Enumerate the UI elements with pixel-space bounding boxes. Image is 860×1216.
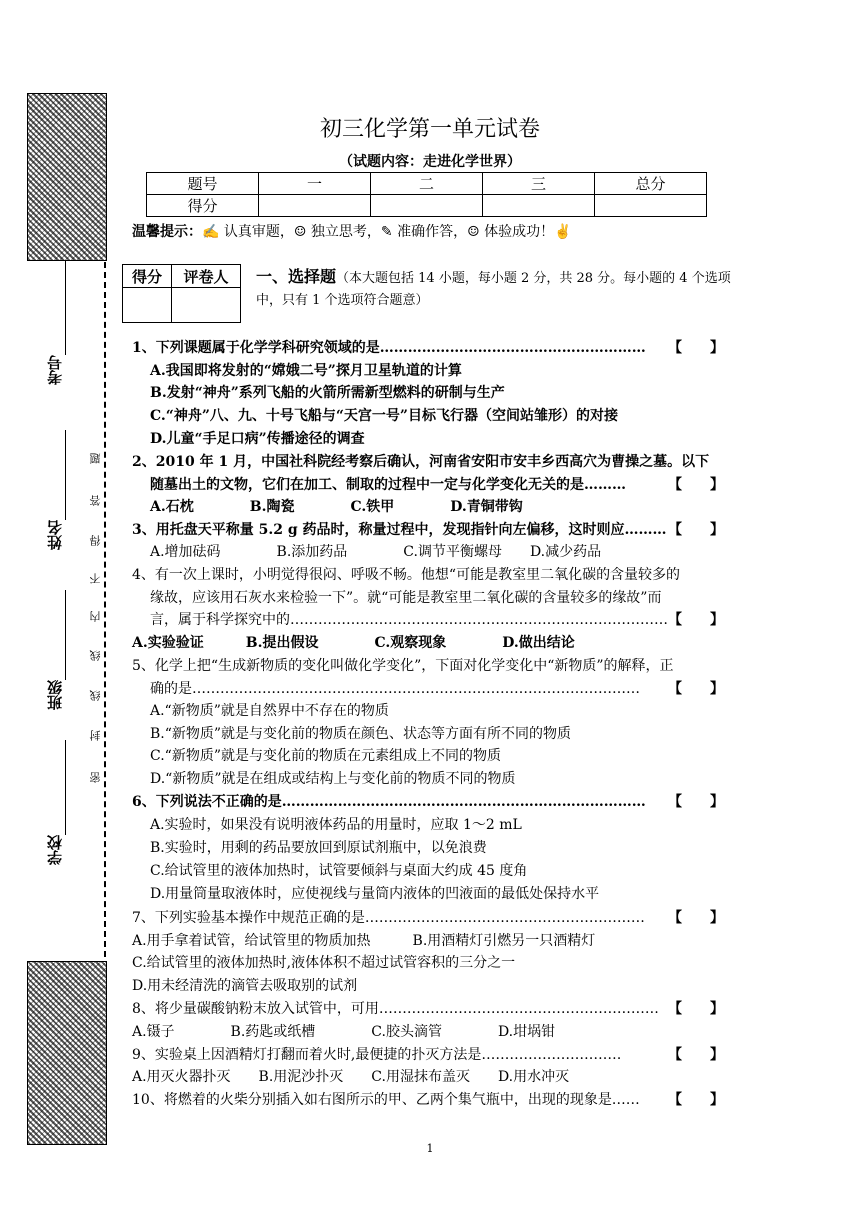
question-text: A.“新物质”就是自然界中不存在的物质 — [150, 703, 389, 719]
question-text: 5、化学上把“生成新物质的变化叫做化学变化”，下面对化学变化中“新物质”的解释，正 — [132, 658, 674, 674]
question-text: 9、实验桌上因酒精灯打翻而着火时,最便捷的扑灭方法是………………………… — [132, 1047, 622, 1063]
question-line — [132, 564, 680, 584]
question-text: 确的是…………………………………………………………………………………… — [150, 681, 640, 697]
question-text: A.用手拿着试管，给试管里的物质加热 B.用酒精灯引燃另一只酒精灯 — [132, 933, 596, 949]
score-table — [146, 172, 707, 217]
question-line — [132, 998, 659, 1018]
question-line — [150, 496, 523, 516]
question-line — [132, 930, 595, 950]
side-line-xuexiao — [65, 740, 66, 835]
smile-icon: ☺ — [293, 224, 307, 240]
answer-bracket[interactable]: 【 】 — [668, 612, 724, 628]
question-line — [150, 382, 505, 402]
question-line — [150, 700, 389, 720]
question-line — [132, 1021, 555, 1041]
tips-item: 体验成功！ — [484, 224, 555, 240]
question-line — [150, 360, 462, 380]
question-text: D.用未经清洗的滴管去吸取别的试剂 — [132, 978, 358, 994]
answer-bracket[interactable]: 【 】 — [668, 1047, 724, 1063]
question-line — [150, 428, 365, 448]
answer-bracket[interactable]: 【 】 — [668, 910, 724, 926]
tips-item: 认真审题， — [223, 224, 294, 240]
side-label-xuexiao: 学校 — [46, 835, 64, 865]
question-text: D.儿童“手足口病”传播途径的调查 — [150, 431, 365, 447]
score-table-cell: 题号 — [147, 173, 259, 195]
question-line — [150, 678, 640, 698]
question-text: 4、有一次上课时，小明觉得很闷、呼吸不畅。他想“可能是教室里二氧化碳的含量较多的 — [132, 567, 681, 583]
tips-label: 温馨提示： — [132, 224, 202, 240]
binding-hatch-bottom — [27, 961, 107, 1145]
question-text: D.用量筒量取液体时，应使视线与量筒内液体的凹液面的最低处保持水平 — [150, 886, 600, 902]
question-text: 1、下列课题属于化学学科研究领域的是………………………………………………… — [132, 340, 646, 356]
page-number: 1 — [426, 1142, 434, 1155]
tips-item: 准确作答， — [397, 224, 468, 240]
answer-bracket[interactable]: 【 】 — [668, 340, 724, 356]
question-text: C.给试管里的液体加热时，试管要倾斜与桌面大约成 45 度角 — [150, 863, 528, 879]
question-line — [150, 745, 501, 765]
score-input-cell[interactable] — [595, 195, 707, 217]
question-line — [150, 768, 516, 788]
side-line-kaohao — [65, 260, 66, 355]
seal-char: 线 — [89, 650, 102, 661]
victory-hand-icon: ✌ — [554, 224, 572, 240]
answer-bracket[interactable]: 【 】 — [668, 477, 724, 493]
question-text: A.石枕 B.陶瓷 C.铁甲 D.青铜带钩 — [150, 499, 523, 515]
seal-char: 答 — [89, 495, 102, 506]
question-text: 10、将燃着的火柴分别插入如右图所示的甲、乙两个集气瓶中，出现的现象是…… — [132, 1092, 640, 1108]
seal-char: 得 — [89, 535, 102, 546]
question-line — [132, 1044, 621, 1064]
score-input-cell[interactable] — [259, 195, 371, 217]
score-table-cell: 得分 — [147, 195, 259, 217]
question-text: D.“新物质”就是在组成或结构上与变化前的物质不同的物质 — [150, 771, 516, 787]
question-text: B.“新物质”就是与变化前的物质在颜色、状态等方面有所不同的物质 — [150, 726, 572, 742]
question-line — [150, 837, 487, 857]
side-label-banji: 班级 — [46, 680, 64, 710]
answer-bracket[interactable]: 【 】 — [668, 522, 724, 538]
binding-dashed-line — [104, 262, 106, 957]
grader-score-label: 得分 — [123, 265, 172, 288]
score-table-row — [147, 173, 707, 195]
question-line — [150, 587, 661, 607]
question-text: 6、下列说法不正确的是…………………………………………………………………… — [132, 794, 646, 810]
question-line — [132, 1089, 640, 1109]
score-table-cell: 总分 — [595, 173, 707, 195]
grader-table — [122, 264, 241, 323]
question-text: 随墓出土的文物，它们在加工、制取的过程中一定与化学变化无关的是……… — [150, 477, 626, 493]
question-text: 3、用托盘天平称量 5.2 g 药品时，称量过程中，发现指针向左偏移，这时则应……… — [132, 522, 667, 538]
side-label-kaohao: 考号 — [46, 355, 64, 385]
question-line — [132, 975, 357, 995]
grader-score-cell[interactable] — [123, 288, 172, 323]
question-text: 缘故，应该用石灰水来检验一下”。就“可能是教室里二氧化碳的含量较多的缘故”而 — [150, 590, 662, 606]
page-title: 初三化学第一单元试卷 — [319, 117, 540, 142]
question-line — [132, 451, 709, 471]
seal-char: 密 — [89, 772, 102, 783]
side-line-xingming — [65, 430, 66, 520]
answer-bracket[interactable]: 【 】 — [668, 794, 724, 810]
question-line — [150, 860, 527, 880]
question-text: A.我国即将发射的“嫦娥二号”探月卫星轨道的计算 — [150, 363, 462, 379]
tips-item: 独立思考， — [310, 224, 381, 240]
question-text: 言，属于科学探究中的……………………………………………………………………… — [150, 612, 668, 628]
question-line — [150, 609, 668, 629]
score-table-cell: 二 — [371, 173, 483, 195]
question-line — [150, 883, 599, 903]
question-text: A.镊子 B.药匙或纸槽 C.胶头滴管 D.坩埚钳 — [132, 1024, 556, 1040]
question-line — [150, 405, 618, 425]
answer-bracket[interactable]: 【 】 — [668, 1092, 724, 1108]
question-line — [150, 723, 571, 743]
question-line — [132, 337, 646, 357]
grader-reviewer-cell[interactable] — [172, 288, 241, 323]
question-line — [150, 814, 522, 834]
question-text: B.发射“神舟”系列飞船的火箭所需新型燃料的研制与生产 — [150, 385, 505, 401]
page-subtitle: （试题内容：走进化学世界） — [339, 154, 521, 170]
section-title: 一、选择题 — [256, 267, 337, 286]
pen-icon: ✍ — [202, 224, 220, 240]
score-table-cell: 三 — [483, 173, 595, 195]
score-table-row — [147, 195, 707, 217]
question-line — [132, 907, 645, 927]
question-text: A.增加砝码 B.添加药品 C.调节平衡螺母 D.减少药品 — [150, 544, 602, 560]
question-line — [150, 541, 601, 561]
score-input-cell[interactable] — [371, 195, 483, 217]
grader-reviewer-label: 评卷人 — [172, 265, 241, 288]
seal-char: 题 — [89, 453, 102, 464]
score-table-cell: 一 — [259, 173, 371, 195]
question-text: C.给试管里的液体加热时,液体体积不超过试管容积的三分之一 — [132, 955, 516, 971]
tips-line — [132, 221, 572, 241]
question-line — [132, 791, 646, 811]
side-line-banji — [65, 590, 66, 680]
seal-char: 不 — [89, 573, 102, 584]
question-text: C.“新物质”就是与变化前的物质在元素组成上不同的物质 — [150, 748, 501, 764]
question-text: B.实验时，用剩的药品要放回到原试剂瓶中，以免浪费 — [150, 840, 487, 856]
question-text: 8、将少量碳酸钠粉末放入试管中，可用…………………………………………………… — [132, 1001, 659, 1017]
question-text: A.用灭火器扑灭 B.用泥沙扑灭 C.用湿抹布盖灭 D.用水冲灭 — [132, 1069, 570, 1085]
score-input-cell[interactable] — [483, 195, 595, 217]
question-text: 7、下列实验基本操作中规范正确的是…………………………………………………… — [132, 910, 645, 926]
seal-char: 封 — [89, 730, 102, 741]
question-line — [132, 1066, 569, 1086]
question-text: 2、2010 年 1 月，中国社科院经考察后确认，河南省安阳市安丰乡西高穴为曹操之墓。以下 — [132, 454, 710, 470]
question-text: C.“神舟”八、九、十号飞船与“天宫一号”目标飞行器（空间站雏形）的对接 — [150, 408, 618, 424]
question-text: A.实验验证 B.提出假设 C.观察现象 D.做出结论 — [132, 635, 575, 651]
seal-char: 内 — [89, 611, 102, 622]
section-heading — [256, 266, 746, 312]
side-label-xingming: 姓名 — [46, 520, 64, 550]
writing-hand-icon: ✎ — [380, 224, 393, 240]
question-line — [132, 655, 674, 675]
question-line — [150, 474, 626, 494]
question-line — [132, 952, 515, 972]
answer-bracket[interactable]: 【 】 — [668, 681, 724, 697]
seal-char: 线 — [89, 690, 102, 701]
section-note: （本大题包括 14 小题，每小题 2 分，共 28 分。每小题的 4 个选项中，只有 1 个选项符合题意） — [256, 271, 731, 308]
question-line — [132, 632, 575, 652]
answer-bracket[interactable]: 【 】 — [668, 1001, 724, 1017]
question-text: A.实验时，如果没有说明液体药品的用量时，应取 1～2 mL — [150, 817, 522, 833]
smile-icon: ☺ — [467, 224, 480, 240]
question-line — [132, 519, 667, 539]
